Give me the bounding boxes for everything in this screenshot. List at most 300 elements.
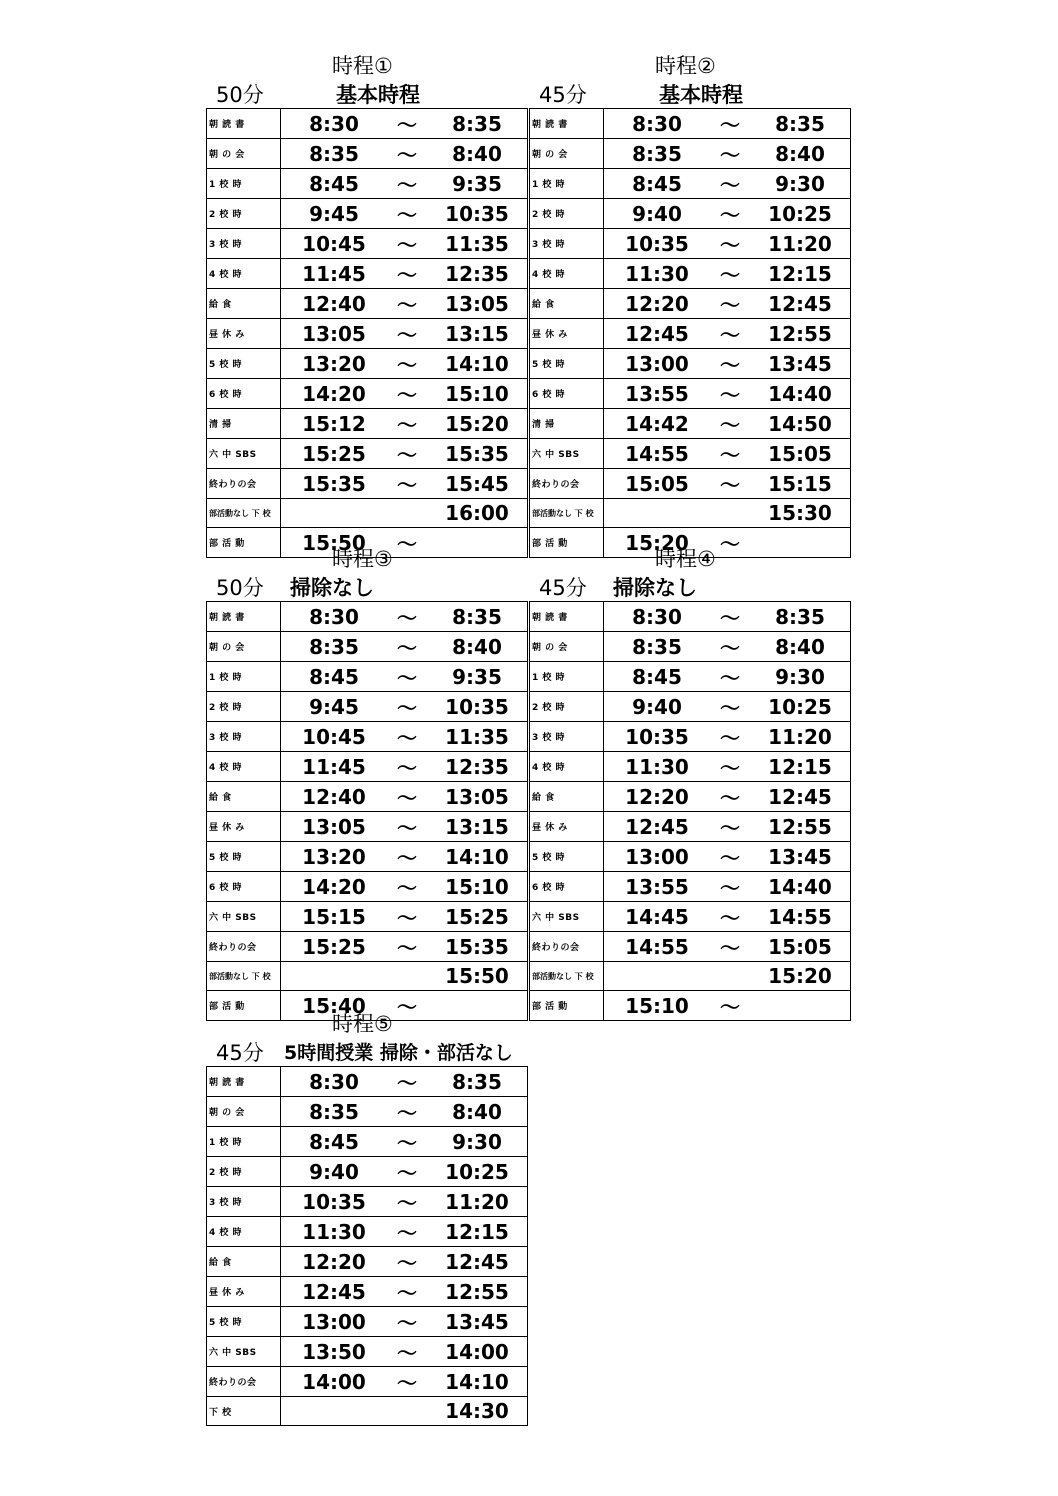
end-time: 8:40 [750,139,851,169]
tilde-separator: ～ [387,379,427,409]
end-time: 12:55 [750,319,851,349]
end-time: 8:40 [427,1097,528,1127]
period-label: 5 校 時 [207,842,281,872]
start-time: 8:35 [281,139,388,169]
period-duration: 45分 [216,1041,264,1065]
end-time: 8:35 [750,602,851,632]
tilde-separator: ～ [710,409,750,439]
schedule-name: 基本時程 [336,83,420,107]
table-row [530,752,851,782]
table-row [207,319,528,349]
end-time: 12:55 [427,1277,528,1307]
period-label: 1 校 時 [207,662,281,692]
table-row [530,199,851,229]
schedule-title [529,545,851,575]
period-label: 部活動なし 下 校 [207,962,281,991]
start-time: 8:45 [281,169,388,199]
start-time: 14:42 [604,409,711,439]
start-time: 12:45 [281,1277,388,1307]
start-time: 14:45 [604,902,711,932]
period-label: 朝 読 書 [207,109,281,139]
start-time: 9:40 [604,199,711,229]
table-row [530,139,851,169]
tilde-separator: ～ [710,812,750,842]
tilde-separator: ～ [387,409,427,439]
end-time: 16:00 [427,499,528,528]
table-row [207,469,528,499]
period-label: 4 校 時 [207,259,281,289]
table-row [207,289,528,319]
start-time: 8:30 [281,1067,388,1097]
table-row [530,872,851,902]
schedule-subtitle [206,80,546,110]
start-time: 9:40 [281,1157,388,1187]
period-label: 部活動なし 下 校 [530,499,604,528]
start-time: 13:05 [281,319,388,349]
start-time: 8:35 [281,1097,388,1127]
end-time: 15:20 [427,409,528,439]
period-label: 2 校 時 [207,692,281,722]
table-row [207,199,528,229]
end-time: 13:45 [427,1307,528,1337]
end-time: 13:05 [427,782,528,812]
start-time: 15:10 [604,991,711,1021]
end-time [750,991,851,1021]
tilde-separator: ～ [387,632,427,662]
end-time: 13:15 [427,319,528,349]
tilde-separator: ～ [387,842,427,872]
schedule-table [206,108,528,558]
period-label: 朝 読 書 [530,109,604,139]
period-label: 終わりの会 [207,1367,281,1397]
tilde-separator: ～ [710,932,750,962]
schedule-table [206,1066,528,1426]
period-duration: 50分 [216,83,264,107]
end-time: 12:45 [750,289,851,319]
table-row [207,872,528,902]
table-row [207,1277,528,1307]
tilde-separator: ～ [387,528,427,558]
start-time: 14:20 [281,872,388,902]
period-label: 4 校 時 [207,752,281,782]
table-row [530,229,851,259]
start-time: 11:45 [281,752,388,782]
end-time: 9:30 [427,1127,528,1157]
period-duration: 50分 [216,576,264,600]
start-time: 13:00 [281,1307,388,1337]
table-row [207,1247,528,1277]
end-time: 10:35 [427,199,528,229]
start-time: 8:45 [604,169,711,199]
start-time: 12:20 [281,1247,388,1277]
tilde-separator: ～ [710,259,750,289]
end-time: 8:40 [750,632,851,662]
table-row [530,902,851,932]
tilde-separator: ～ [710,782,750,812]
table-row [530,439,851,469]
start-time: 11:30 [604,259,711,289]
tilde-separator: ～ [387,902,427,932]
end-time: 12:15 [427,1217,528,1247]
end-time: 15:10 [427,872,528,902]
tilde-separator: ～ [387,1217,427,1247]
tilde-separator: ～ [710,528,750,558]
period-label: 3 校 時 [207,229,281,259]
start-time: 11:45 [281,259,388,289]
period-label: 部 活 動 [530,528,604,558]
period-label: 六 中 SBS [530,902,604,932]
tilde-separator: ～ [387,1097,427,1127]
end-time: 8:35 [427,109,528,139]
end-time: 13:45 [750,349,851,379]
period-label: 部活動なし 下 校 [207,499,281,528]
end-time: 12:35 [427,752,528,782]
tilde-separator: ～ [387,1307,427,1337]
period-label: 朝 の 会 [530,139,604,169]
tilde-separator: ～ [387,139,427,169]
end-time: 14:50 [750,409,851,439]
table-row [530,259,851,289]
start-time [281,962,388,991]
schedule-number: 時程④ [655,547,716,571]
period-label: 6 校 時 [207,872,281,902]
tilde-separator: ～ [710,379,750,409]
start-time: 8:30 [604,602,711,632]
table-row [530,169,851,199]
end-time: 9:35 [427,169,528,199]
schedule-title [206,1010,528,1040]
period-label: 六 中 SBS [207,902,281,932]
tilde-separator: ～ [387,752,427,782]
period-label: 六 中 SBS [530,439,604,469]
table-row [207,139,528,169]
period-label: 昼 休 み [530,812,604,842]
tilde-separator: ～ [710,842,750,872]
table-row [207,1127,528,1157]
end-time: 11:35 [427,722,528,752]
period-label: 終わりの会 [207,469,281,499]
tilde-separator: ～ [387,812,427,842]
end-time: 11:35 [427,229,528,259]
tilde-separator: ～ [387,1127,427,1157]
schedule-table [206,601,528,1021]
period-label: 終わりの会 [530,469,604,499]
end-time: 13:15 [427,812,528,842]
table-row [207,259,528,289]
start-time: 14:00 [281,1367,388,1397]
table-row [530,662,851,692]
start-time: 10:35 [604,722,711,752]
start-time: 15:35 [281,469,388,499]
end-time: 10:25 [750,199,851,229]
start-time: 13:20 [281,349,388,379]
period-label: 下 校 [207,1397,281,1426]
end-time: 14:30 [427,1397,528,1426]
table-row [207,752,528,782]
start-time: 10:45 [281,229,388,259]
tilde-separator: ～ [710,602,750,632]
period-label: 1 校 時 [207,1127,281,1157]
tilde-separator: ～ [387,109,427,139]
start-time: 15:40 [281,991,388,1021]
tilde-separator [387,962,427,991]
table-row [530,469,851,499]
tilde-separator: ～ [710,319,750,349]
table-row [207,499,528,528]
table-row [207,692,528,722]
tilde-separator: ～ [710,349,750,379]
tilde-separator: ～ [387,1277,427,1307]
start-time: 9:45 [281,692,388,722]
tilde-separator: ～ [387,782,427,812]
period-label: 6 校 時 [530,872,604,902]
end-time: 15:05 [750,932,851,962]
schedule-number: 時程③ [332,547,393,571]
start-time: 15:12 [281,409,388,439]
period-label: 給 食 [530,782,604,812]
start-time: 12:45 [604,319,711,349]
schedule-number: 時程① [332,54,393,78]
table-row [207,379,528,409]
period-label: 終わりの会 [530,932,604,962]
tilde-separator: ～ [710,991,750,1021]
tilde-separator: ～ [710,109,750,139]
end-time: 15:05 [750,439,851,469]
start-time: 8:45 [281,1127,388,1157]
tilde-separator: ～ [387,289,427,319]
period-label: 終わりの会 [207,932,281,962]
start-time: 8:45 [604,662,711,692]
table-row [207,229,528,259]
schedule-number: 時程⑤ [332,1012,393,1036]
start-time: 14:55 [604,439,711,469]
tilde-separator: ～ [710,139,750,169]
schedule-title [206,545,528,575]
end-time: 14:00 [427,1337,528,1367]
tilde-separator: ～ [387,1187,427,1217]
end-time: 14:10 [427,1367,528,1397]
end-time: 15:35 [427,932,528,962]
table-row [530,499,851,528]
start-time: 11:30 [604,752,711,782]
start-time: 8:35 [604,632,711,662]
end-time: 14:40 [750,379,851,409]
start-time: 13:00 [604,349,711,379]
schedule-name: 5時間授業 掃除・部活なし [284,1042,513,1064]
end-time: 12:35 [427,259,528,289]
end-time: 8:35 [750,109,851,139]
period-duration: 45分 [539,576,587,600]
table-row [207,632,528,662]
tilde-separator: ～ [387,932,427,962]
start-time: 15:25 [281,932,388,962]
period-label: 六 中 SBS [207,439,281,469]
period-label: 2 校 時 [530,692,604,722]
tilde-separator: ～ [710,632,750,662]
start-time: 9:40 [604,692,711,722]
tilde-separator: ～ [387,602,427,632]
tilde-separator: ～ [710,722,750,752]
end-time: 15:25 [427,902,528,932]
start-time [281,499,388,528]
period-label: 給 食 [207,1247,281,1277]
tilde-separator: ～ [387,722,427,752]
tilde-separator: ～ [387,439,427,469]
end-time: 15:45 [427,469,528,499]
period-label: 朝 読 書 [530,602,604,632]
period-label: 昼 休 み [207,319,281,349]
schedule-subtitle [529,573,869,603]
period-label: 5 校 時 [530,349,604,379]
period-label: 六 中 SBS [207,1337,281,1367]
end-time: 8:40 [427,139,528,169]
start-time: 12:40 [281,782,388,812]
period-label: 部 活 動 [207,528,281,558]
end-time: 15:35 [427,439,528,469]
end-time: 12:55 [750,812,851,842]
start-time: 8:30 [604,109,711,139]
period-label: 昼 休 み [207,1277,281,1307]
end-time: 15:20 [750,962,851,991]
schedule-name: 掃除なし [613,576,697,600]
tilde-separator: ～ [387,469,427,499]
tilde-separator: ～ [387,259,427,289]
start-time: 15:15 [281,902,388,932]
tilde-separator: ～ [710,199,750,229]
start-time: 8:45 [281,662,388,692]
start-time: 15:20 [604,528,711,558]
end-time: 10:25 [427,1157,528,1187]
period-label: 朝 の 会 [207,139,281,169]
period-label: 給 食 [207,782,281,812]
start-time: 8:35 [281,632,388,662]
table-row [530,602,851,632]
table-row [530,319,851,349]
schedule-name: 掃除なし [290,576,374,600]
period-label: 5 校 時 [207,349,281,379]
period-label: 4 校 時 [530,259,604,289]
table-row [530,962,851,991]
start-time [604,499,711,528]
tilde-separator: ～ [387,991,427,1021]
end-time: 11:20 [750,229,851,259]
period-label: 1 校 時 [530,662,604,692]
tilde-separator: ～ [710,662,750,692]
schedule-title [529,52,851,82]
period-label: 5 校 時 [530,842,604,872]
table-row [530,379,851,409]
table-row [207,932,528,962]
tilde-separator: ～ [387,1247,427,1277]
tilde-separator [387,1397,427,1426]
period-label: 清 掃 [530,409,604,439]
period-label: 部活動なし 下 校 [530,962,604,991]
tilde-separator: ～ [387,1067,427,1097]
tilde-separator: ～ [710,692,750,722]
period-label: 1 校 時 [207,169,281,199]
table-row [207,842,528,872]
start-time: 13:50 [281,1337,388,1367]
end-time: 8:35 [427,602,528,632]
table-row [207,1307,528,1337]
period-label: 2 校 時 [530,199,604,229]
tilde-separator: ～ [710,439,750,469]
end-time: 10:25 [750,692,851,722]
end-time: 12:15 [750,752,851,782]
start-time: 13:20 [281,842,388,872]
table-row [207,602,528,632]
tilde-separator: ～ [387,319,427,349]
tilde-separator [710,499,750,528]
start-time: 14:20 [281,379,388,409]
table-row [207,349,528,379]
end-time: 11:20 [427,1187,528,1217]
end-time: 11:20 [750,722,851,752]
table-row [207,409,528,439]
period-label: 2 校 時 [207,1157,281,1187]
tilde-separator: ～ [710,169,750,199]
period-label: 給 食 [207,289,281,319]
table-row [207,962,528,991]
period-label: 朝 の 会 [207,632,281,662]
table-row [207,1067,528,1097]
end-time: 8:40 [427,632,528,662]
tilde-separator: ～ [710,289,750,319]
schedule-table [529,601,851,1021]
tilde-separator: ～ [387,872,427,902]
table-row [530,109,851,139]
tilde-separator: ～ [710,752,750,782]
table-row [530,722,851,752]
end-time: 15:50 [427,962,528,991]
end-time: 12:15 [750,259,851,289]
start-time: 15:25 [281,439,388,469]
table-row [530,842,851,872]
period-label: 4 校 時 [530,752,604,782]
start-time: 12:20 [604,289,711,319]
table-row [207,439,528,469]
table-row [207,812,528,842]
end-time: 14:40 [750,872,851,902]
table-row [530,932,851,962]
table-row [207,1187,528,1217]
start-time: 15:05 [604,469,711,499]
end-time: 14:55 [750,902,851,932]
period-label: 6 校 時 [207,379,281,409]
period-label: 朝 の 会 [207,1097,281,1127]
tilde-separator: ～ [710,902,750,932]
start-time: 13:55 [604,872,711,902]
start-time [604,962,711,991]
schedule-number: 時程② [655,54,716,78]
period-label: 朝 読 書 [207,602,281,632]
tilde-separator: ～ [387,692,427,722]
start-time: 12:45 [604,812,711,842]
start-time: 14:55 [604,932,711,962]
period-label: 2 校 時 [207,199,281,229]
tilde-separator: ～ [710,872,750,902]
end-time: 15:30 [750,499,851,528]
period-duration: 45分 [539,83,587,107]
period-label: 3 校 時 [207,722,281,752]
tilde-separator: ～ [710,469,750,499]
tilde-separator: ～ [387,349,427,379]
end-time: 9:30 [750,662,851,692]
table-row [207,1397,528,1426]
period-label: 3 校 時 [207,1187,281,1217]
start-time [281,1397,388,1426]
period-label: 朝 読 書 [207,1067,281,1097]
